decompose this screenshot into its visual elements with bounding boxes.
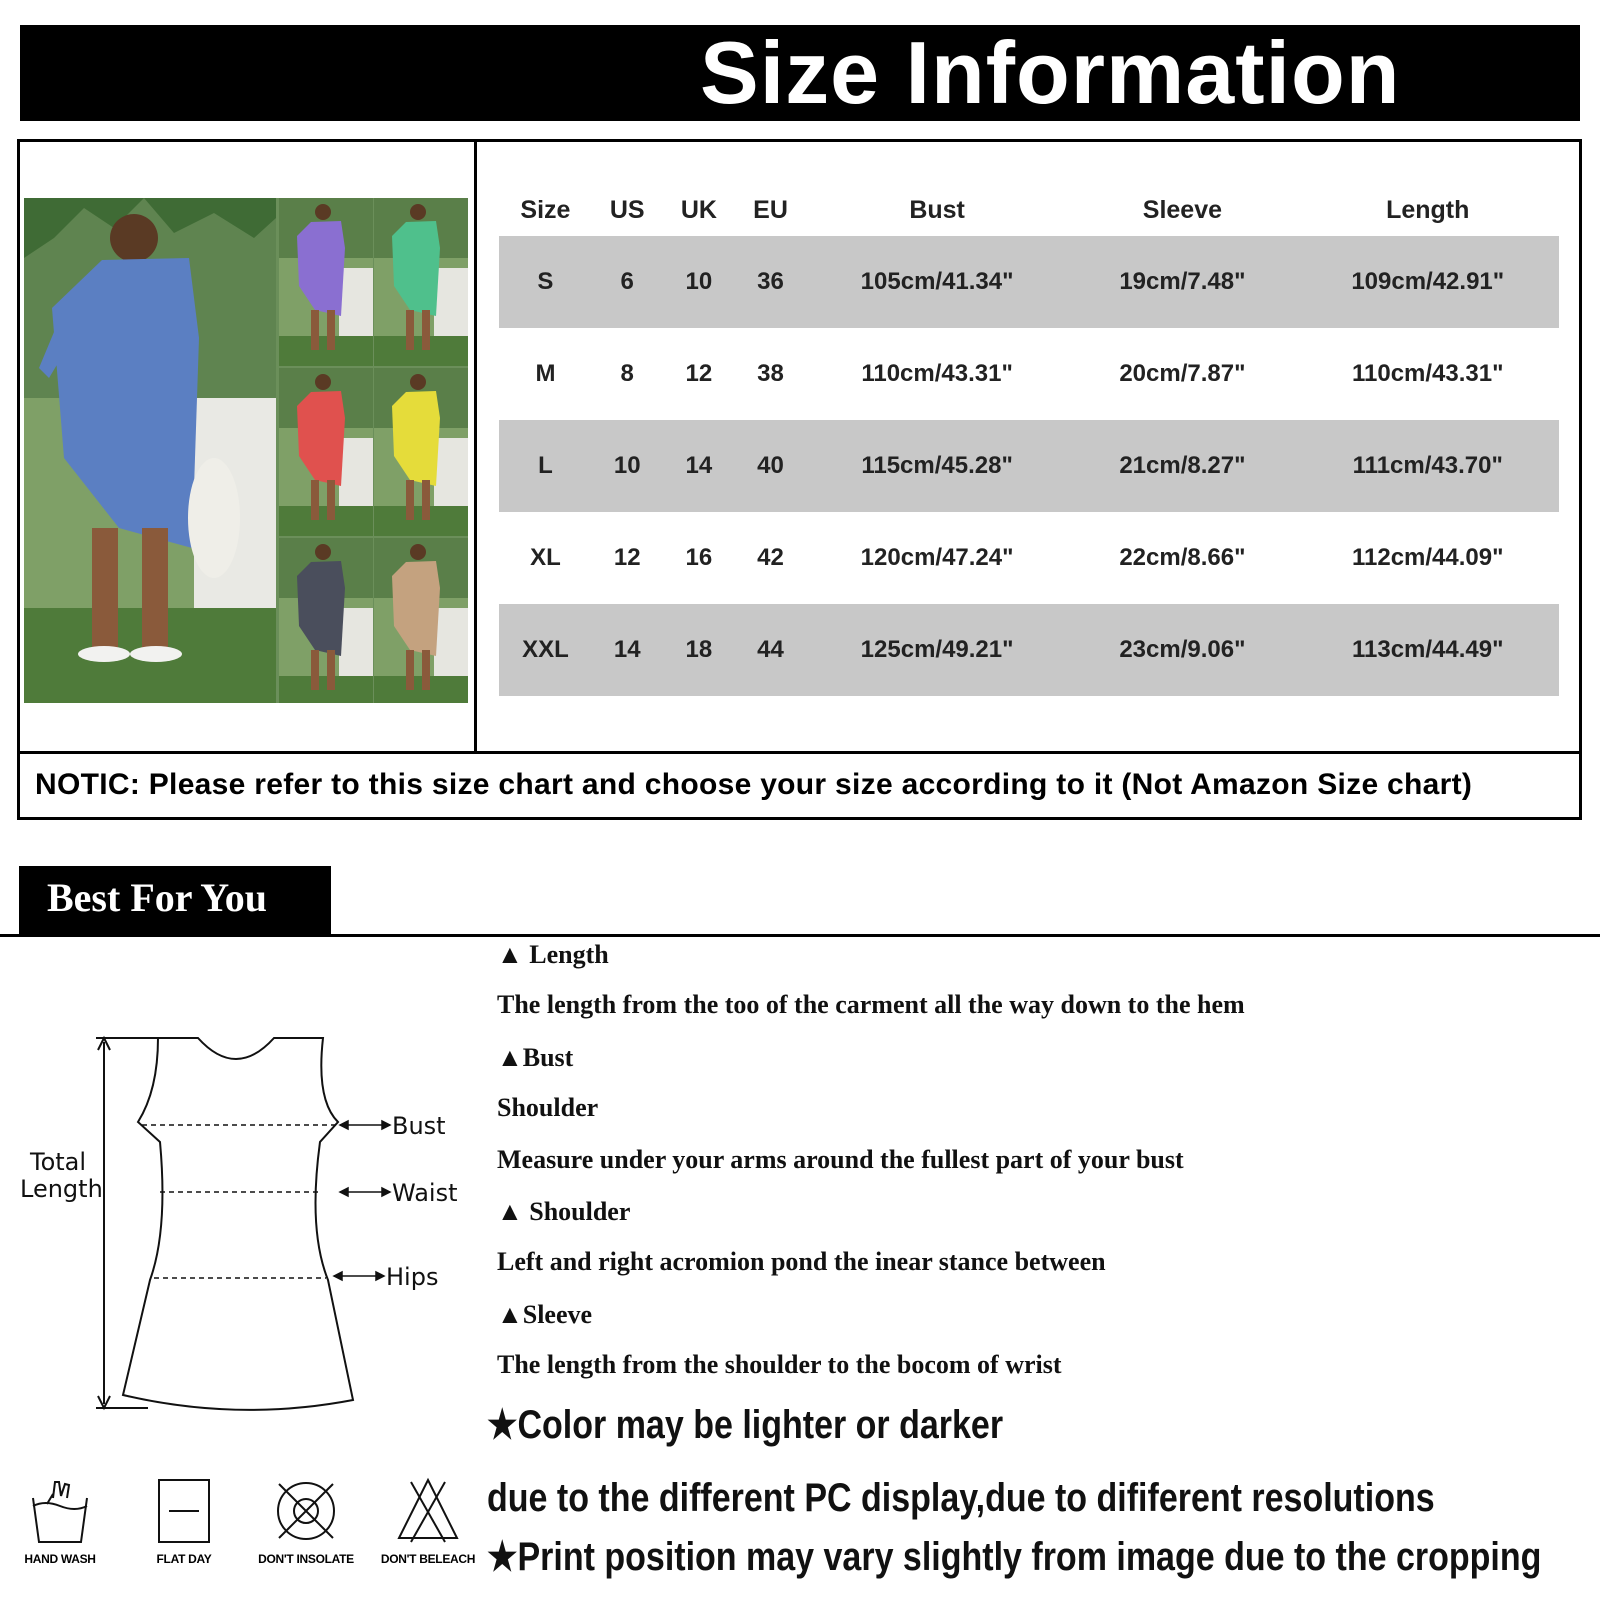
column-header: Bust: [909, 195, 965, 224]
frame-divider-vertical: [474, 139, 477, 752]
flat-dry-icon: [149, 1476, 219, 1546]
header-bar: [20, 25, 1580, 121]
bust-description: Measure under your arms around the fullest part of your bust: [497, 1145, 1184, 1174]
table-cell: 113cm/44.49": [1296, 604, 1559, 696]
table-cell: 120cm/47.24": [860, 544, 1014, 571]
shoulder-text: Shoulder: [497, 1093, 599, 1122]
table-cell: 14: [663, 420, 736, 512]
table-cell: 20cm/7.87": [1119, 360, 1246, 387]
best-for-you-tab: [19, 866, 331, 936]
table-cell: 12: [613, 544, 641, 571]
care-item-dont-insolate: [246, 1476, 366, 1566]
table-cell: 109cm/42.91": [1296, 236, 1559, 328]
table-cell: 44: [735, 604, 806, 696]
table-row: [499, 236, 1559, 328]
table-cell: 22cm/8.66": [1119, 544, 1246, 571]
total-length-label: Total: [30, 1148, 87, 1176]
main-product-photo: [24, 198, 276, 703]
best-for-you-label: Best For You: [47, 875, 267, 920]
table-cell: 125cm/49.21": [806, 604, 1068, 696]
total-length-label: Length: [20, 1175, 103, 1203]
length-description: The length from the too of the carment all the way down to the hem: [497, 990, 1245, 1019]
table-cell: 6: [592, 236, 663, 328]
section-divider: [0, 934, 1600, 937]
display-note: due to the different PC display,due to dififerent resolutions: [487, 1476, 1435, 1520]
table-cell: 23cm/9.06": [1068, 604, 1296, 696]
sleeve-description: The length from the shoulder to the bocom of wrist: [497, 1350, 1062, 1379]
table-cell: 112cm/44.09": [1351, 544, 1504, 571]
table-cell: 105cm/41.34": [806, 236, 1068, 328]
table-cell: XL: [530, 544, 561, 571]
bust-label: Bust: [392, 1112, 446, 1140]
sleeve-heading: ▲Sleeve: [497, 1300, 593, 1329]
dress-measurement-diagram: [18, 1030, 478, 1430]
table-row: [499, 328, 1559, 420]
table-row: [499, 512, 1559, 604]
care-label: DON'T INSOLATE: [258, 1552, 354, 1566]
column-header: Size: [520, 195, 571, 224]
table-cell: 115cm/45.28": [806, 420, 1068, 512]
shoulder-heading: ▲ Shoulder: [497, 1197, 631, 1226]
table-row: [499, 420, 1559, 512]
color-variant-thumbnail: [374, 538, 468, 703]
table-cell: 42: [757, 544, 784, 571]
table-cell: 12: [685, 360, 713, 387]
dont-insolate-icon: [271, 1476, 341, 1546]
table-cell: 19cm/7.48": [1068, 236, 1296, 328]
frame-divider-horizontal: [17, 751, 1582, 754]
dress-outline: [123, 1038, 353, 1410]
table-cell: 110cm/43.31": [1351, 360, 1504, 387]
bust-heading: ▲Bust: [497, 1043, 574, 1072]
column-header: Length: [1386, 195, 1470, 224]
table-cell: L: [499, 420, 592, 512]
table-cell: 18: [663, 604, 736, 696]
care-label: HAND WASH: [24, 1552, 96, 1566]
table-cell: 111cm/43.70": [1296, 420, 1559, 512]
page-title: Size Information: [700, 23, 1401, 122]
care-label: FLAT DAY: [156, 1552, 212, 1566]
color-variant-thumbnail: [374, 368, 468, 536]
care-item-flat-dry: [124, 1476, 244, 1566]
care-label: DON'T BELEACH: [380, 1552, 476, 1566]
table-row: [499, 604, 1559, 696]
size-table-header: [499, 184, 1559, 236]
table-cell: 21cm/8.27": [1068, 420, 1296, 512]
table-cell: 38: [757, 360, 784, 387]
care-item-dont-bleach: [368, 1476, 488, 1566]
hand-wash-icon: [25, 1476, 95, 1546]
dont-bleach-icon: [393, 1476, 463, 1546]
table-cell: XXL: [499, 604, 592, 696]
color-variant-thumbnail: [279, 538, 373, 703]
table-cell: M: [535, 360, 556, 387]
column-header: EU: [753, 195, 788, 224]
table-cell: 40: [735, 420, 806, 512]
table-cell: 16: [685, 544, 713, 571]
color-variant-thumbnail: [279, 198, 373, 366]
table-cell: S: [499, 236, 592, 328]
table-cell: 10: [663, 236, 736, 328]
column-header: US: [609, 195, 645, 224]
color-note: ★Color may be lighter or darker: [487, 1403, 1004, 1447]
color-variant-thumbnail: [374, 198, 468, 366]
care-item-hand-wash: [0, 1476, 120, 1566]
size-table: [499, 184, 1559, 696]
size-notice: NOTIC: Please refer to this size chart and choose your size according to it (Not Amazon Size chart): [35, 768, 1473, 801]
product-photo-collage: [24, 198, 468, 703]
shoulder-description: Left and right acromion pond the inear stance between: [497, 1247, 1106, 1276]
color-variant-thumbnail: [279, 368, 373, 536]
hips-label: Hips: [386, 1263, 439, 1291]
table-cell: 36: [735, 236, 806, 328]
column-header: Sleeve: [1142, 195, 1223, 224]
table-cell: 110cm/43.31": [861, 360, 1013, 387]
table-cell: 14: [592, 604, 663, 696]
waist-label: Waist: [392, 1179, 458, 1207]
length-heading: ▲ Length: [497, 940, 609, 969]
print-position-note: ★Print position may vary slightly from image due to the cropping: [487, 1535, 1542, 1579]
column-header: UK: [680, 195, 717, 224]
table-cell: 10: [592, 420, 663, 512]
table-cell: 8: [620, 360, 634, 387]
